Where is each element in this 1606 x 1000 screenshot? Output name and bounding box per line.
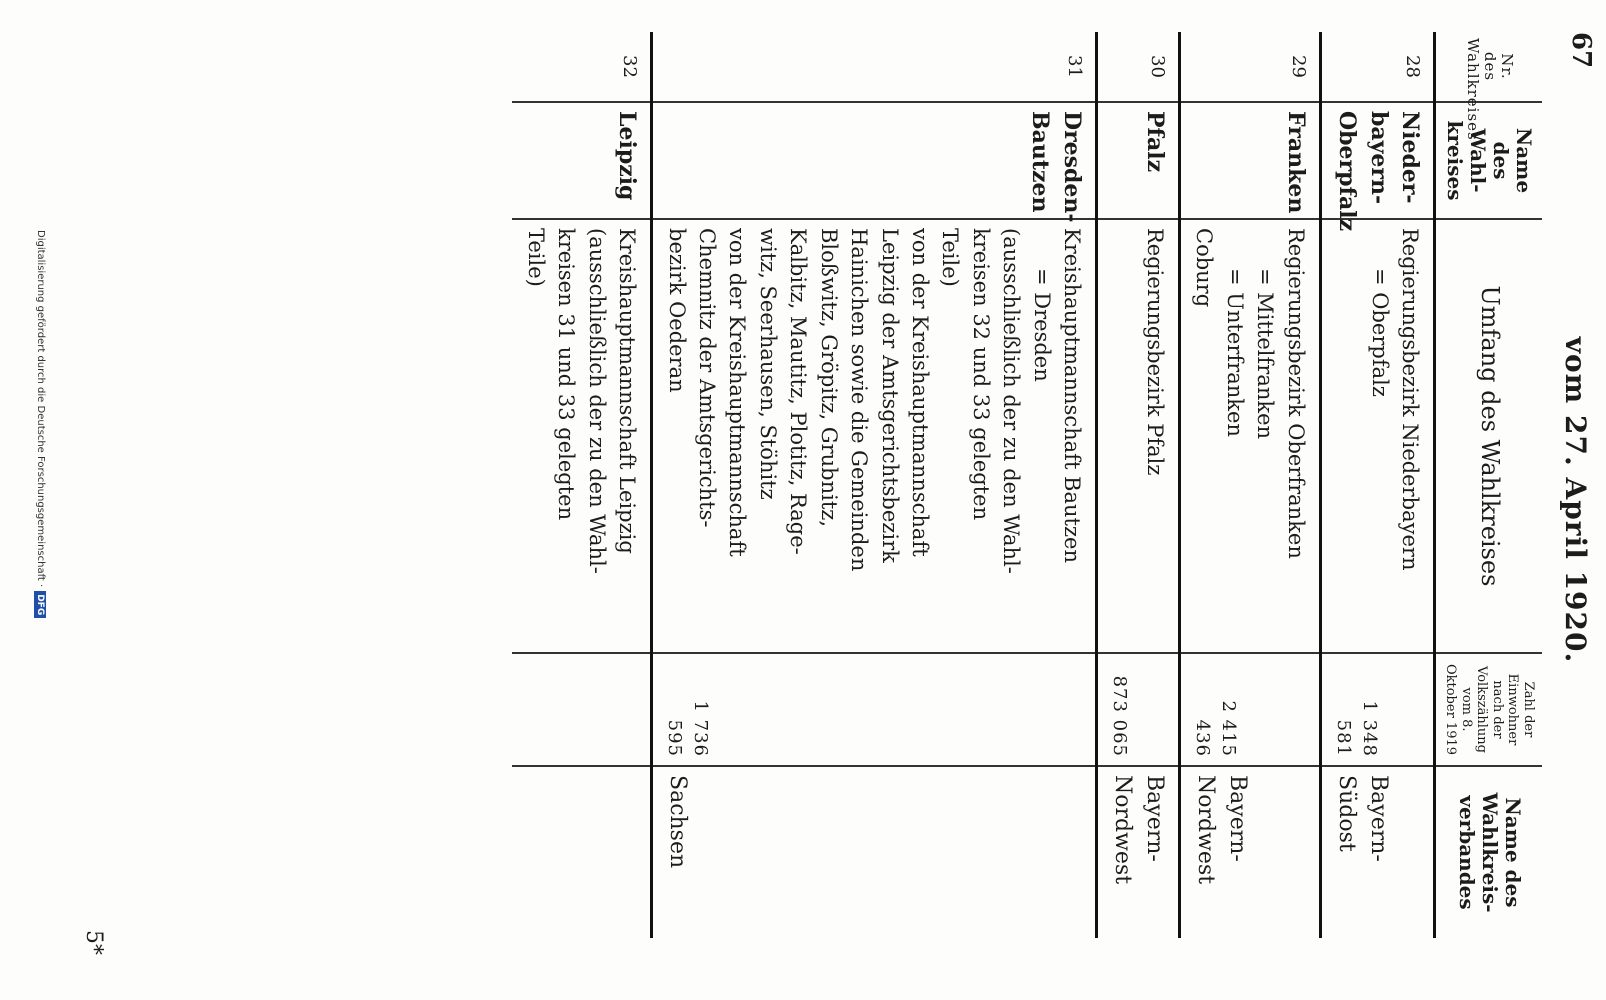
- extent-line: Hainichen sowie die Gemeinden: [847, 228, 872, 572]
- extent-line: Kalbitz, Mautitz, Plotitz, Rage-: [786, 228, 811, 555]
- extent-line: Teile): [523, 228, 548, 287]
- district-name-cell: Franken: [1180, 102, 1321, 219]
- extent-line: = Oberpfalz: [1368, 268, 1392, 397]
- table-row: [652, 32, 1097, 938]
- electoral-district-table: [512, 32, 1542, 938]
- district-extent-cell: [1180, 219, 1321, 653]
- district-number-cell: 32: [619, 55, 641, 78]
- table-row: [1320, 32, 1435, 938]
- table-row: [1180, 32, 1321, 938]
- extent-line: Regierungsbezirk Oberfranken: [1283, 228, 1308, 559]
- header-district-name: Name des Wahl- kreises: [1435, 102, 1542, 219]
- district-number-cell: 31: [652, 32, 1097, 102]
- district-number-cell: 28: [1320, 32, 1435, 102]
- district-name-cell: Pfalz: [1097, 102, 1180, 219]
- population-cell: 1 348 581: [1320, 653, 1435, 766]
- page-number: 67: [1566, 32, 1596, 69]
- header-district-association: Name des Wahlkreis- verbandes: [1435, 766, 1542, 938]
- district-name-cell: Nieder- bayern- Oberpfalz: [1320, 102, 1435, 219]
- header-district-number: Nr. des Wahlkreises: [1435, 32, 1542, 102]
- extent-line: = Dresden: [1029, 268, 1054, 382]
- population-cell: 2 415 436: [1180, 653, 1321, 766]
- extent-line: witz, Seerhausen, Stöhitz: [755, 228, 780, 500]
- district-name-cell: Dresden- Bautzen: [652, 102, 1097, 219]
- extent-line: (ausschließlich der zu den Wahl-: [999, 228, 1024, 574]
- population-cell: 1 736 595: [652, 653, 1097, 766]
- digitization-note: [34, 230, 46, 618]
- table-body: [512, 32, 1435, 938]
- extent-line: Regierungsbezirk Niederbayern: [1398, 228, 1423, 571]
- extent-line: Bloßwitz, Gröpitz, Grubnitz,: [816, 228, 841, 528]
- page-heading: vom 27. April 1920.: [1559, 336, 1592, 664]
- population-cell: [512, 653, 651, 766]
- district-number-cell: 30: [1097, 32, 1180, 102]
- digitization-note-text: Digitalisierung gefördert durch die Deutsche Forschungsgemeinschaft ·: [35, 230, 46, 588]
- district-name-cell: Leipzig: [512, 102, 651, 219]
- district-association-cell: Sachsen: [652, 766, 1097, 938]
- extent-line: Coburg: [1192, 228, 1217, 308]
- extent-line: kreisen 31 und 33 gelegten: [554, 228, 579, 521]
- extent-line: bezirk Oederan: [664, 228, 689, 393]
- district-number-cell: 29: [1180, 32, 1321, 102]
- extent-line: Kreishauptmannschaft Bautzen: [1060, 228, 1085, 563]
- district-association-cell: Bayern- Nordwest: [1180, 766, 1321, 938]
- extent-line: = Unterfranken: [1222, 268, 1247, 437]
- district-extent-cell: [1320, 219, 1435, 653]
- population-cell: 873 065: [1097, 653, 1180, 766]
- district-association-cell: [512, 766, 651, 938]
- district-extent-cell: [1097, 219, 1180, 653]
- header-population: Zahl der Einwohner nach der Volkszählung vom 8. Oktober 1919: [1435, 653, 1542, 766]
- header-district-extent: Umfang des Wahlkreises: [1435, 219, 1542, 653]
- extent-line: Leipzig der Amtsgerichtsbezirk: [877, 228, 902, 563]
- district-extent-cell: [652, 219, 1097, 653]
- table-row: [512, 32, 651, 938]
- extent-line: Teile): [938, 228, 963, 287]
- district-association-cell: Bayern-Südost: [1320, 766, 1435, 938]
- extent-line: (ausschließlich der zu den Wahl-: [584, 228, 609, 574]
- district-association-cell: Bayern- Nordwest: [1097, 766, 1180, 938]
- extent-line: kreisen 32 und 33 gelegten: [968, 228, 993, 521]
- extent-line: Regierungsbezirk Pfalz: [1143, 228, 1168, 476]
- extent-line: von der Kreishauptmannschaft: [908, 228, 933, 557]
- extent-line: Chemnitz der Amtsgerichts-: [694, 228, 719, 528]
- dfg-logo: DFG: [34, 591, 46, 618]
- district-extent-cell: [512, 219, 651, 653]
- table-row: [1097, 32, 1180, 938]
- signature-mark: 5*: [81, 930, 106, 955]
- table-header-row: [1435, 32, 1542, 938]
- extent-line: von der Kreishauptmannschaft: [725, 228, 750, 557]
- extent-line: = Mittelfranken: [1253, 268, 1278, 440]
- extent-line: Kreishauptmannschaft Leipzig: [615, 228, 640, 554]
